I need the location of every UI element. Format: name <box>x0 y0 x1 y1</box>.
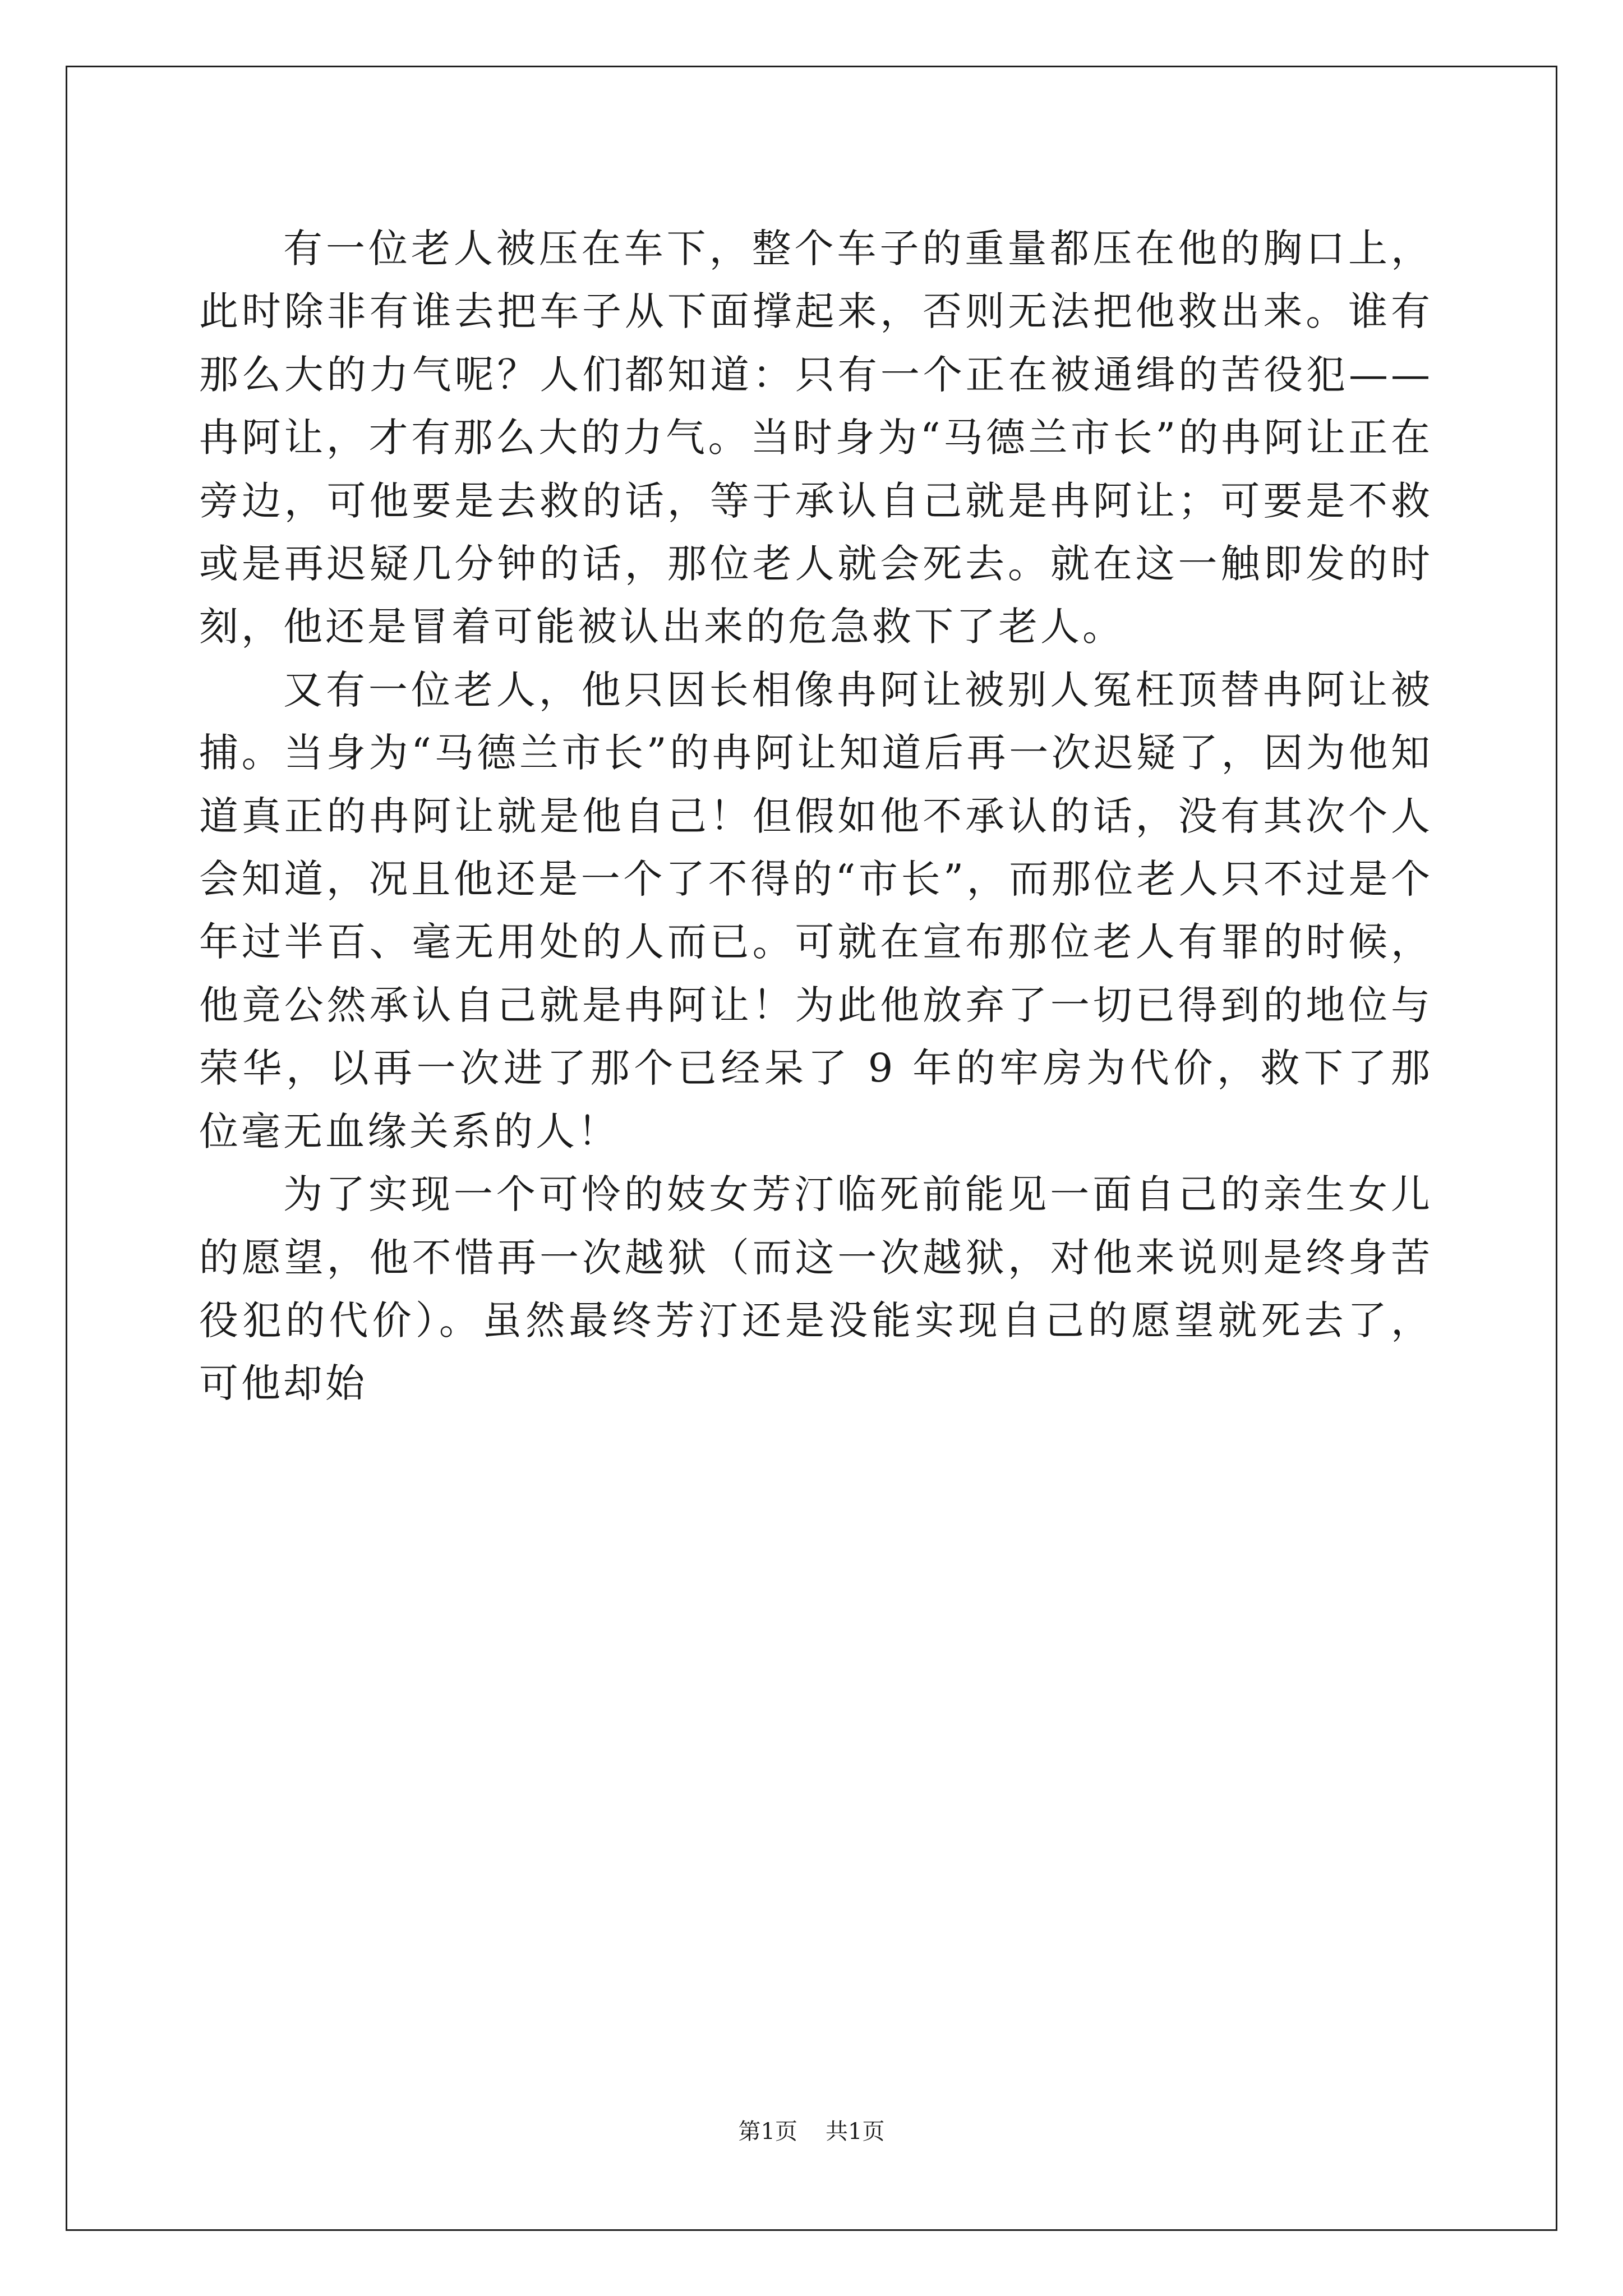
paragraph-3: 为了实现一个可怜的妓女芳汀临死前能见一面自己的亲生女儿的愿望，他不惜再一次越狱（而这一次越狱，对他来说则是终身苦役犯的代价）。虽然最终芳汀还是没能实现自己的愿望就死去了，可他却始 <box>199 1171 1433 1407</box>
page-total: 共1页 <box>826 2119 885 2145</box>
paragraph-1: 有一位老人被压在车下，整个车子的重量都压在他的胸口上，此时除非有谁去把车子从下面撑起来，否则无法把他救出来。谁有那么大的力气呢？人们都知道：只有一个正在被通缉的苦役犯——冉阿让，才有那么大的力气。当时身为“马德兰市长”的冉阿让正在旁边，可他要是去救的话，等于承认自己就是冉阿让；可要是不救或是再迟疑几分钟的话，那位老人就会死去。就在这一触即发的时刻，他还是冒着可能被认出来的危急救下了老人。 <box>199 226 1433 650</box>
paragraph-2: 又有一位老人，他只因长相像冉阿让被别人冤枉顶替冉阿让被捕。当身为“马德兰市长”的冉阿让知道后再一次迟疑了，因为他知道真正的冉阿让就是他自己！但假如他不承认的话，没有其次个人会知道，况且他还是一个了不得的“市长”，而那位老人只不过是个年过半百、毫无用处的人而已。可就在宣布那位老人有罪的时候，他竟公然承认自己就是冉阿让！为此他放弃了一切已得到的地位与荣华，以再一次进了那个已经呆了 9 年的牢房为代价，救下了那位毫无血缘关系的人！ <box>199 666 1433 1154</box>
page-footer <box>0 2118 1623 2146</box>
page-number: 第1页 <box>738 2119 797 2145</box>
document-body <box>199 217 1433 1415</box>
